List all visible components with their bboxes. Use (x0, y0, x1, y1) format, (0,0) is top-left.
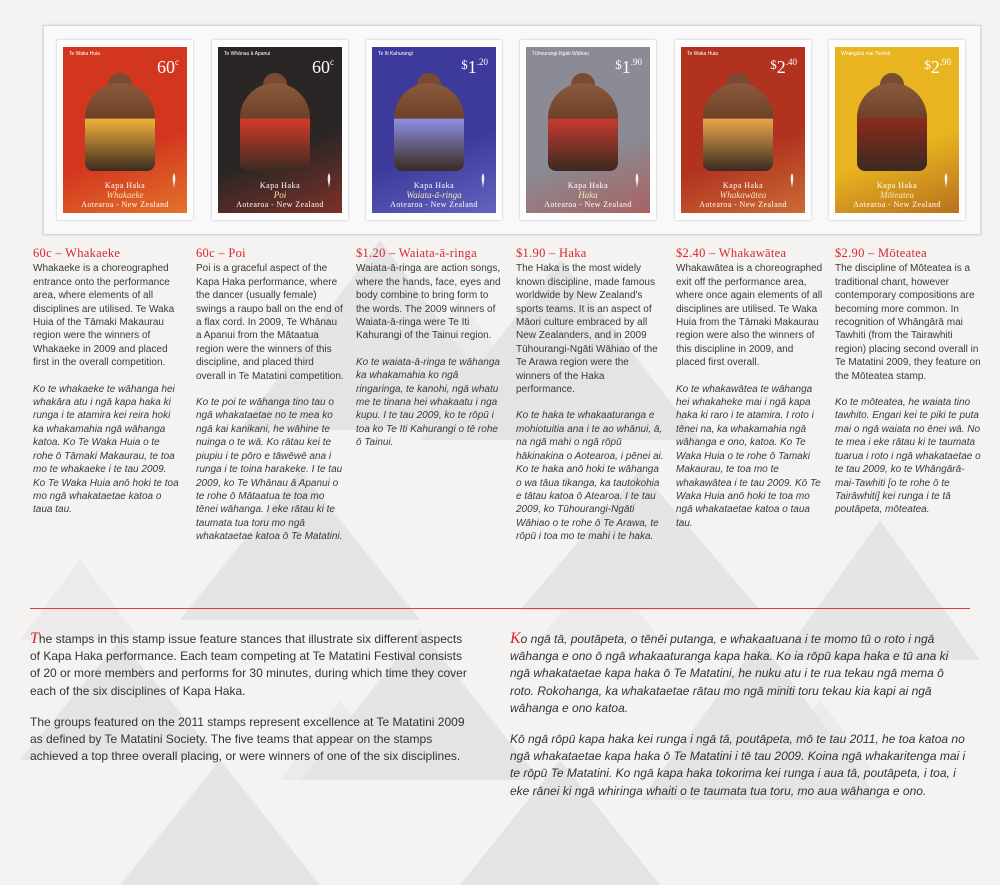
performer-figure (394, 83, 464, 171)
stamp-caption (67, 181, 183, 209)
stamp-cents: .40 (785, 57, 797, 67)
discipline-english: The Haka is the most widely known discipline, made famous worldwide by New Zealand's sports teams. It is an aspect of Māori culture embraced by all New Zealanders, and in 2009 Tūhourangi-Ngāti Wāhiao of the Te Arawa region were the winners of the Haka performance. (516, 263, 658, 396)
discipline-english: Poi is a graceful aspect of the Kapa Haka performance, where the dancer (usually female) swings a raupo ball on the end of a flax cord. In 2009, Te Whānau a Apanui from the Mātaatua region were the winners of this discipline, and placed third overall in Te Matatini competition. (196, 263, 344, 382)
stamp-amount: 60 (312, 57, 330, 77)
stamp-kapa: Kapa Haka (876, 181, 918, 190)
stamp-discipline: Whakawātea (719, 190, 767, 200)
stamp-cents: .90 (939, 57, 951, 67)
stamp-cents: .90 (630, 57, 642, 67)
drop-cap: K (510, 630, 521, 647)
stamp-kapa: Kapa Haka (104, 181, 146, 190)
stamp-country: Aotearoa - New Zealand (236, 200, 324, 209)
stamp (366, 40, 502, 220)
stamp-image (218, 47, 342, 213)
intro-maori (510, 630, 970, 814)
stamp-team: Tūhourangi-Ngāti Wāhiao (532, 51, 589, 57)
stamp-amount: 1 (467, 57, 477, 77)
stamp-value (461, 57, 488, 78)
stamp-cents: c (175, 57, 179, 67)
stamp-currency: $ (461, 57, 468, 72)
intro-maori-paragraph-2: Kō ngā rōpū kapa haka kei runga i ngā tā, poutāpeta, mō te tau 2011, he toa katoa no ngā whakataetae kapa haka ō Te Matatini i tē tau 2009. Koina ngā whakaritenga mai i te rōpū Te Matatini. Ko ngā kapa haka tokorima kei runga i aua tā, poutāpeta, i toa, i eke rānei ki ngā whiringa whaiti o te taumata tua toru, mo aua wāhanga e ono. (510, 732, 966, 798)
performer-figure (857, 83, 927, 171)
performer-figure (240, 83, 310, 171)
discipline-column (835, 247, 983, 530)
stamp-kapa: Kapa Haka (413, 181, 455, 190)
stamp-value (770, 57, 797, 78)
discipline-maori: Ko te mōteatea, he waiata tino tawhito. Engari kei te piki te puta mai o ngā waiata no ēnei wā. No te mea i eke rātau ki te taumata tuarua i roto i ngā whakataetae o te tau 2009, ko te Whāngārā-mai-Tawhiti [o te rohe ō te Tairāwhiti] kei runga i te tā poutāpeta, mōteatea. (835, 397, 981, 516)
discipline-english: Waiata-ā-ringa are action songs, where the hands, face, eyes and body combine to bring form to the words. The 2009 winners of Waiata-ā-ringa were Te Iti Kahurangi of the Tainui region. (356, 263, 501, 342)
stamp-image (681, 47, 805, 213)
stamp-value (924, 57, 951, 78)
stamp (829, 40, 965, 220)
performer-figure (85, 83, 155, 171)
stamp-country: Aotearoa - New Zealand (853, 200, 941, 209)
discipline-column (676, 247, 824, 543)
stamp-country: Aotearoa - New Zealand (81, 200, 169, 209)
discipline-maori: Ko te whakaeke te wāhanga hei whakāra atu i ngā kapa haka ki runga i te atamira kei reira hoki ka whakamahia ngā wāhanga katoa. Ko Te Waka Huia o te rohe ō Tāmaki Makaurau, te toa mo te whakaeke i te tau 2009. Ko Te Waka Huia anō hoki te toa mo ngā whakataetae katoa o taua tau. (33, 383, 179, 516)
divider-rule (30, 608, 970, 609)
stamp-currency: $ (770, 57, 777, 72)
stamp-kapa: Kapa Haka (259, 181, 301, 190)
stamp-currency: $ (924, 57, 931, 72)
stamp-team: Te Waka Huia (687, 51, 718, 57)
performer-figure (703, 83, 773, 171)
stamp-value (157, 57, 179, 78)
stamp-strip (43, 25, 981, 235)
stamp-team: Whāngārā mai Tawhiti (841, 51, 891, 57)
intro-english-paragraph-2: The groups featured on the 2011 stamps represent excellence at Te Matatini 2009 as defined by Te Matatini Society. The five teams that appear on the stamps achieved a top three overall placing, or were winners of one of the six disciplines. (30, 714, 465, 764)
discipline-heading: 60c – Whakaeke (33, 246, 121, 260)
stamp-image (372, 47, 496, 213)
stamp-cents: .20 (476, 57, 488, 67)
stamp-country: Aotearoa - New Zealand (699, 200, 787, 209)
intro-english (30, 630, 470, 779)
stamp-kapa: Kapa Haka (567, 181, 609, 190)
stamp-discipline: Haka (578, 190, 598, 200)
discipline-maori: Ko te poi te wāhanga tino tau o ngā whakataetae no te mea ko ngā kai kanikani, he wāhine te nuinga o te wā. Ko rātau kei te piupiu i te pōro e tāwēwē ana i runga i te toina harakeke. I te tau 2009, ko Te Whānau ā Apanui o te rohe ō Mātaatua te toa mo tēnei wāhanga. I eke rātau ki te taumata tua toru mo ngā whakataetae katoa ō Te Matatini. (196, 397, 343, 543)
discipline-maori: Ko te waiata-ā-ringa te wāhanga ka whakamahia ko ngā ringaringa, te kanohi, ngā whatu me te tinana hei whakaatu i nga kupu. I te tau 2009, ko te rōpū i toa ko Te Iti Kahurangi o tē rohe ō Tainui. (356, 356, 500, 449)
stamp-caption (685, 181, 801, 209)
stamp-caption (376, 181, 492, 209)
stamp (212, 40, 348, 220)
stamp-country: Aotearoa - New Zealand (544, 200, 632, 209)
stamp-team: Te Waka Huia (69, 51, 100, 57)
discipline-column (356, 247, 504, 463)
stamp-amount: 1 (621, 57, 631, 77)
stamp-value (312, 57, 334, 78)
discipline-english: The discipline of Mōteatea is a traditional chant, however contemporary compositions are becoming more common. In recognition of Whāngārā mai Tawhiti (from the Tairawhiti region) placing second overall in Te Matatini 2009, they feature on the Mōteatea stamp. (835, 263, 981, 382)
stamp (520, 40, 656, 220)
stamp-discipline: Poi (273, 190, 287, 200)
stamp-currency: $ (615, 57, 622, 72)
discipline-heading: $1.20 – Waiata-ā-ringa (356, 246, 477, 260)
stamp-image (63, 47, 187, 213)
intro-maori-text-1: o ngā tā, poutāpeta, o tēnēi putanga, e whakaatuana i te momo tū o roto i ngā wāhanga e ono ō ngā whakaaturanga kapa haka. Ko ia rōpū kapa haka e tū ana ki ngā whakataetae kapa haka ō Te Matatini, he nuku atu i te rua tekau ngā mema ō roto. Rokohanga, ka whakataetae rātau mo ngā miniti toru tekau kia kapi ai ngā wāhanga e ono katoa. (510, 632, 949, 715)
stamp-amount: 60 (157, 57, 175, 77)
stamp-discipline: Whakaeke (106, 190, 144, 200)
discipline-column (516, 247, 664, 557)
stamp-team: Te Whānau ā Apanui (224, 51, 271, 57)
stamp (675, 40, 811, 220)
stamp-amount: 2 (930, 57, 940, 77)
discipline-maori: Ko te haka te whakaaturanga e mohiotuitia ana i te ao whānui, ā, na ngā mahi o ngā rōpū hākinakina o Aotearoa, i pēnei ai. Ko te haka anō hoki te wāhanga o wa tāua tikanga, ka tautokohia e tātau katoa ō Atearoa. I te tau 2009, ko Tūhourangi-Ngāti Wāhiao o te rohe ō Te Arawa, te rōpū i toa mo te mahi i te haka. (516, 410, 664, 543)
stamp (57, 40, 193, 220)
discipline-heading: 60c – Poi (196, 246, 246, 260)
intro-english-paragraph-1 (30, 630, 470, 700)
stamp-country: Aotearoa - New Zealand (390, 200, 478, 209)
discipline-heading: $1.90 – Haka (516, 246, 587, 260)
discipline-english: Whakaeke is a choreographed entrance onto the performance area, where elements of all disciplines are utilised. Te Waka Huia of the Tāmaki Makaurau region were the winners of Whakaeke in 2009 and placed first in the overall competition. (33, 263, 175, 369)
stamp-value (615, 57, 642, 78)
stamp-team: Te Iti Kahurangi (378, 51, 413, 57)
discipline-heading: $2.90 – Mōteatea (835, 246, 927, 260)
stamp-amount: 2 (776, 57, 786, 77)
intro-maori-paragraph-1 (510, 630, 970, 717)
discipline-column (196, 247, 344, 557)
stamp-caption (839, 181, 955, 209)
stamp-caption (530, 181, 646, 209)
stamp-kapa: Kapa Haka (722, 181, 764, 190)
discipline-heading: $2.40 – Whakawātea (676, 246, 787, 260)
stamp-image (835, 47, 959, 213)
discipline-maori: Ko te whakawātea te wāhanga hei whakaheke mai i ngā kapa haka ki raro i te atamira. I roto i tēnei na, ka whakamahia ngā wāhanga e ono, katoa. Ko Te Waka Huia o te rohe ō Tamaki Makaurau, te toa mo te whakawātea i te tau 2009. Kō Te Waka Huia anō hoki te toa mo ngā whakataetae katoa o taua tau. (676, 383, 821, 529)
stamp-cents: c (330, 57, 334, 67)
discipline-column (33, 247, 181, 530)
drop-cap: T (30, 630, 39, 647)
performer-figure (548, 83, 618, 171)
stamp-discipline: Waiata-ā-ringa (406, 190, 462, 200)
stamp-discipline: Mōteatea (880, 190, 914, 200)
intro-english-text-1: he stamps in this stamp issue feature stances that illustrate six different aspects of Kapa Haka performance. Each team competing at Te Matatini Festival consists of 20 or more members and performs for 30 minutes, during which time they cover each of the six disciplines of Kapa Haka. (30, 632, 467, 698)
stamp-caption (222, 181, 338, 209)
discipline-english: Whakawātea is a choreographed exit off the performance area, where once again elements of all disciplines are utilised. Te Waka Huia from the Tāmaki Makaurau region were also the winners of this discipline in 2009, and placed first overall. (676, 263, 823, 369)
stamp-image (526, 47, 650, 213)
